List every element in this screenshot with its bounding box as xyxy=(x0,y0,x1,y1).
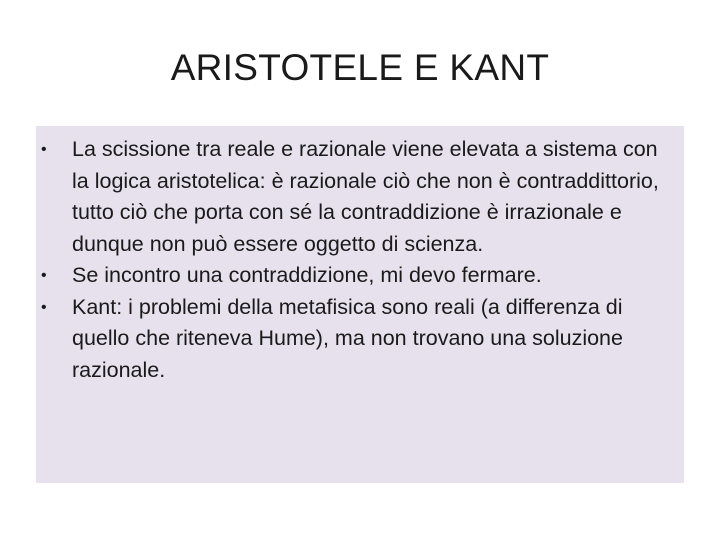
bullet-icon: • xyxy=(41,141,47,158)
bullet-item xyxy=(36,134,676,260)
slide-title: ARISTOTELE E KANT xyxy=(170,47,550,88)
bullet-item xyxy=(36,260,676,292)
bullet-icon: • xyxy=(41,267,47,284)
bullet-list xyxy=(36,134,676,386)
bullet-item xyxy=(36,292,676,387)
bullet-icon: • xyxy=(41,298,47,316)
bullet-text: Kant: i problemi della metafisica sono reali (a differenza di quello che riteneva Hume), ma non trovano una soluzione razionale. xyxy=(72,294,623,382)
bullet-text: Se incontro una contraddizione, mi devo fermare. xyxy=(72,263,542,287)
content-box xyxy=(36,126,684,483)
bullet-text: La scissione tra reale e razionale viene elevata a sistema con la logica aristotelica: è razionale ciò che non è contraddittorio, tutto ciò che porta con sé la contraddizione è irrazionale e dunque non può essere oggetto di scienza. xyxy=(72,137,659,256)
